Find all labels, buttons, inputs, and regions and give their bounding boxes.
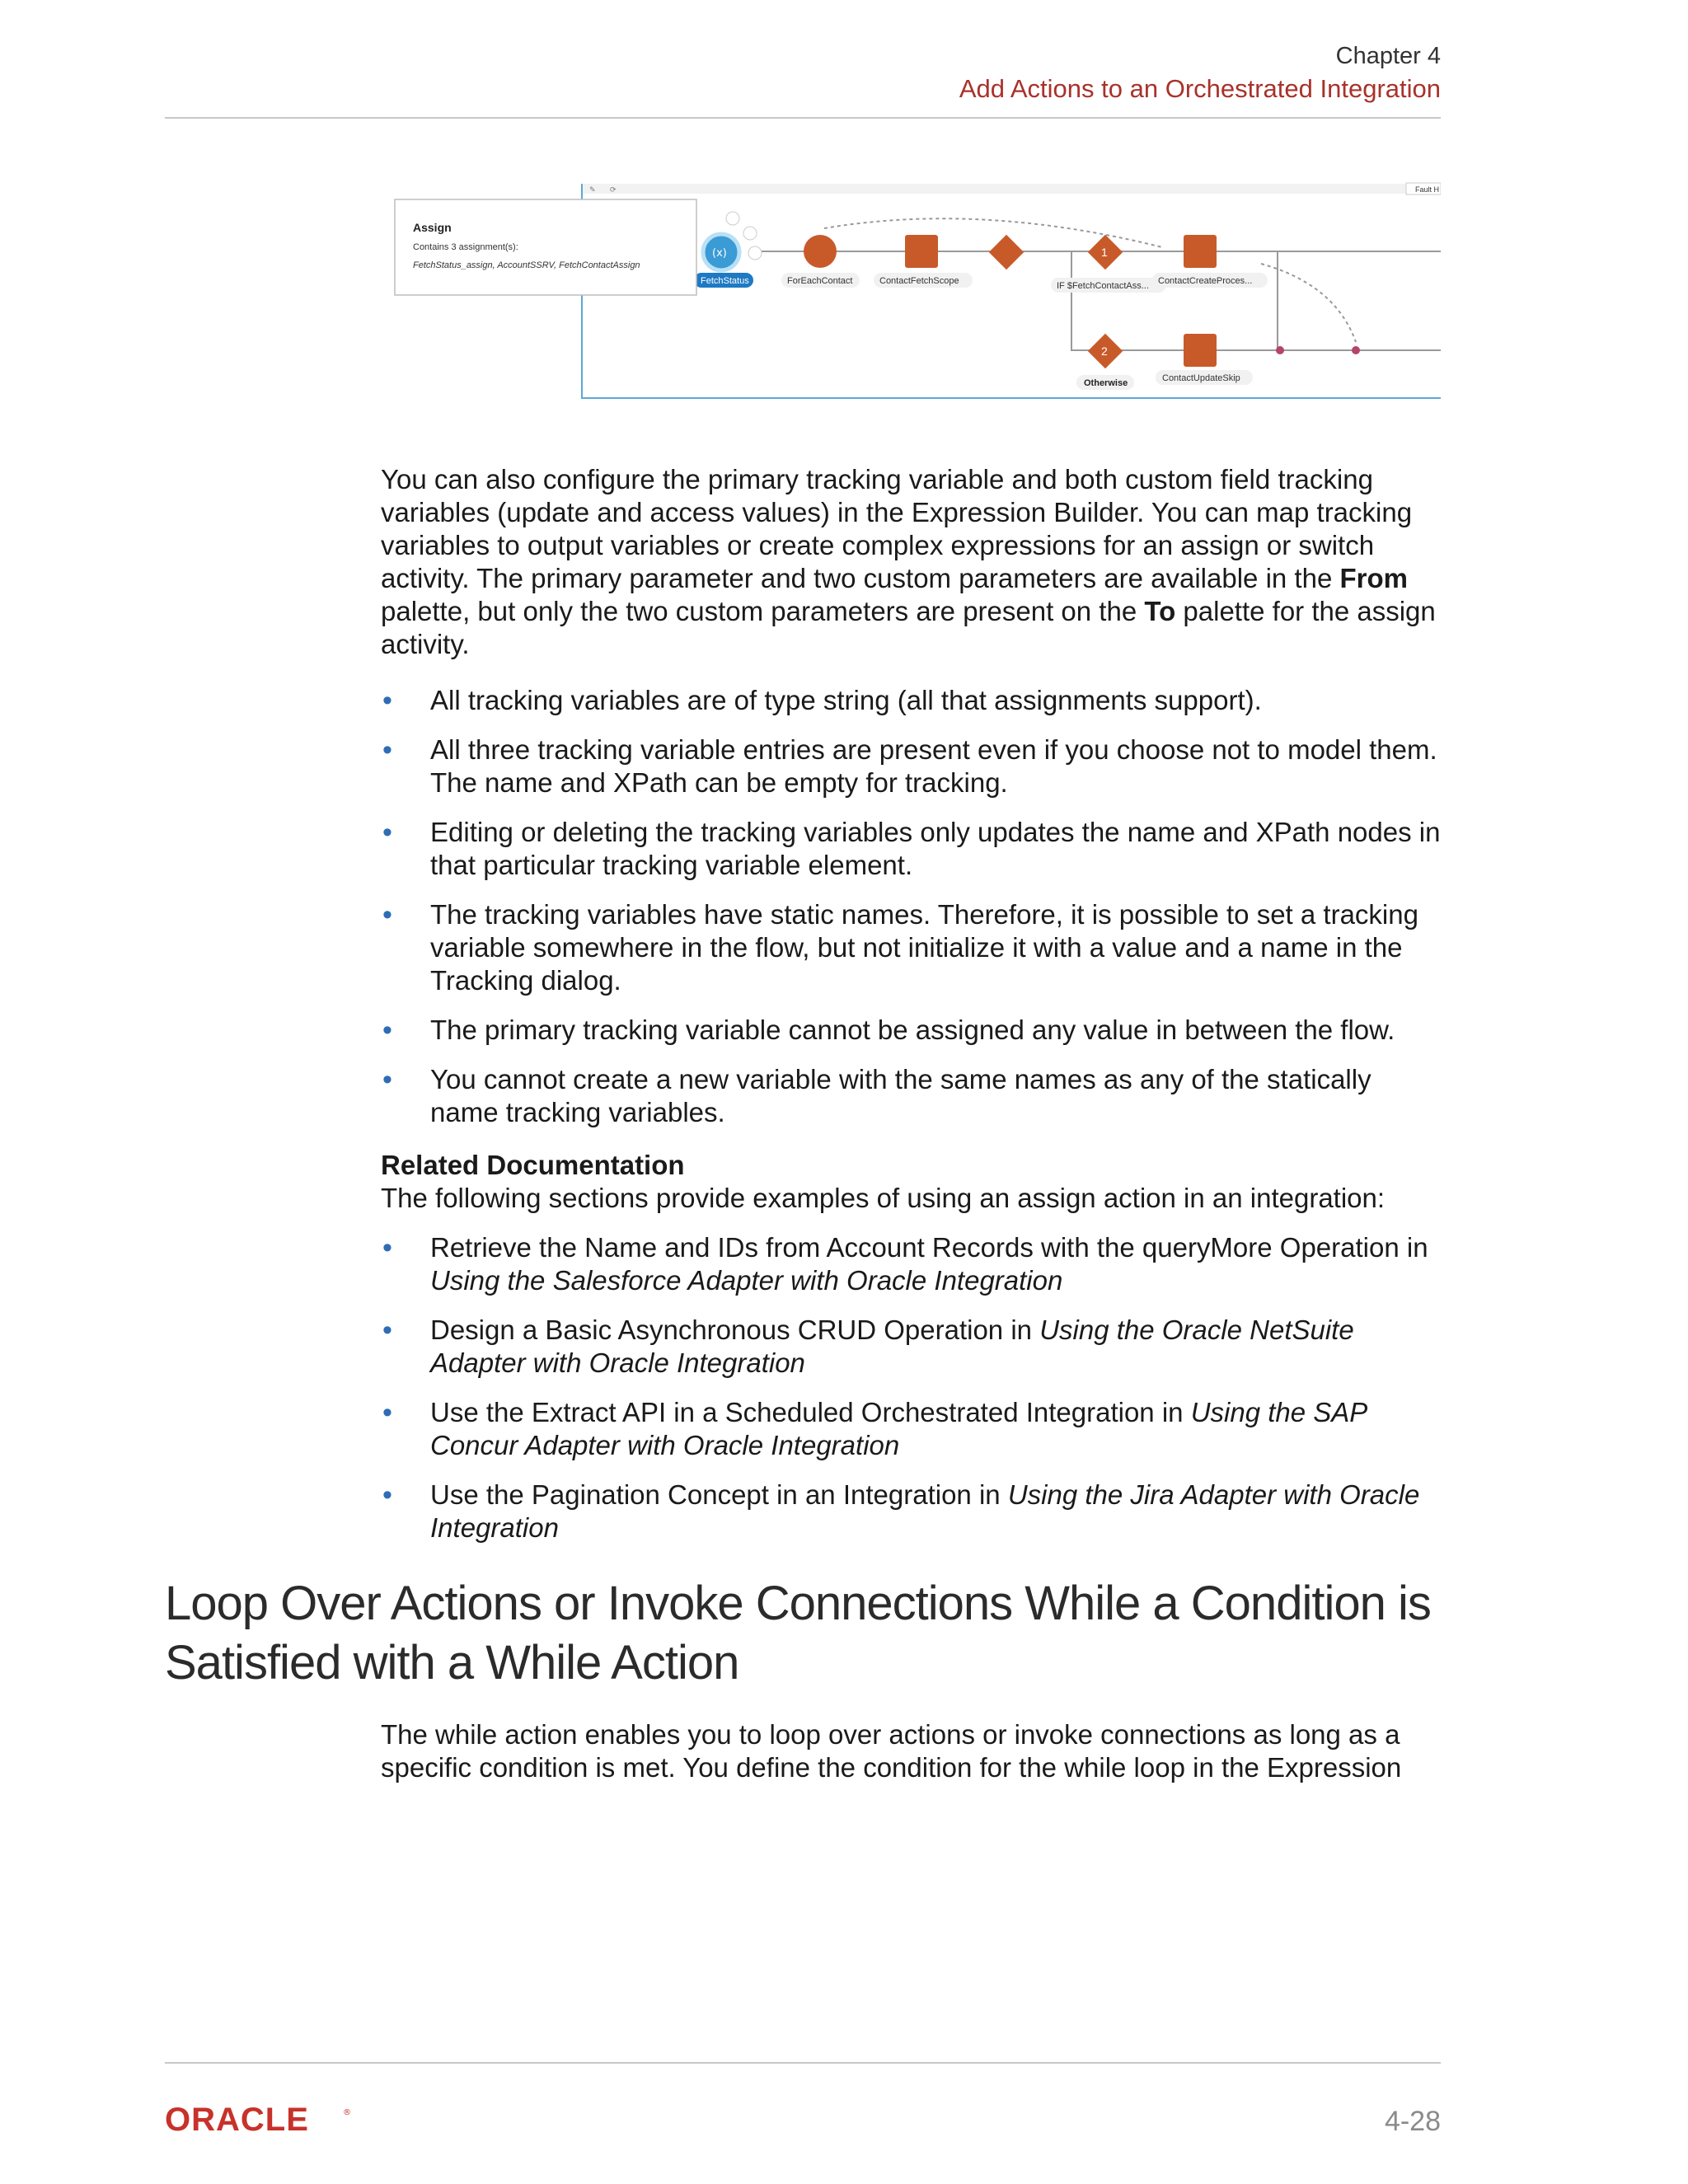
intro-text-2: palette, but only the two custom parameters are present on the: [381, 596, 1145, 626]
tooltip-title: Assign: [413, 221, 452, 234]
to-keyword: To: [1144, 596, 1176, 626]
for-each-node[interactable]: [804, 235, 837, 268]
integration-flow-diagram: [387, 177, 1441, 408]
section-body: [381, 1718, 1444, 1784]
related-documentation: [381, 1149, 1444, 1561]
contact-create-node[interactable]: [1184, 235, 1217, 268]
header-rule: [165, 117, 1441, 119]
list-item[interactable]: [381, 1314, 1444, 1380]
for-each-label: ForEachContact: [787, 276, 853, 286]
list-item[interactable]: [381, 1396, 1444, 1462]
scope-label: ContactFetchScope: [879, 276, 959, 286]
related-item-text: Use the Pagination Concept in an Integration in: [430, 1479, 1008, 1510]
list-item: • The primary tracking variable cannot be assigned any value in between the flow.: [381, 1014, 1444, 1047]
list-item[interactable]: [381, 1231, 1444, 1297]
chapter-title-link[interactable]: Add Actions to an Orchestrated Integration: [959, 74, 1441, 103]
list-item: • You cannot create a new variable with the same names as any of the statically name tracking variables.: [381, 1063, 1444, 1129]
contact-update-skip-node[interactable]: [1184, 334, 1217, 367]
list-item: • The tracking variables have static names. Therefore, it is possible to set a tracking variable somewhere in the flow, but not initialize it with a value and a name in the Tracking dialog.: [381, 898, 1444, 997]
assign-node-glyph: (x): [712, 247, 727, 260]
related-item-ref[interactable]: Using the Jira Adapter with Oracle Integration: [430, 1479, 1420, 1543]
assign-tooltip: [395, 199, 696, 295]
branch-2-number: 2: [1101, 344, 1108, 358]
oracle-logo-text: ORACLE: [165, 2103, 309, 2135]
chapter-label: Chapter 4: [1335, 43, 1441, 69]
list-item[interactable]: [381, 1479, 1444, 1544]
related-item-ref[interactable]: Using the SAP Concur Adapter with Oracle Integration: [430, 1397, 1367, 1460]
contact-create-label: ContactCreateProces...: [1158, 276, 1253, 286]
related-item-text: Design a Basic Asynchronous CRUD Operation in: [430, 1315, 1040, 1345]
related-heading: Related Documentation: [381, 1150, 685, 1180]
list-item: • Editing or deleting the tracking variables only updates the name and XPath nodes in that particular tracking variable element.: [381, 816, 1444, 882]
related-item-ref[interactable]: Using the Salesforce Adapter with Oracle Integration: [430, 1265, 1063, 1296]
view-icon[interactable]: [726, 212, 739, 225]
intro-paragraph: [381, 463, 1444, 661]
list-item: • All three tracking variable entries are present even if you choose not to model them. The name and XPath can be empty for tracking.: [381, 733, 1444, 799]
tooltip-items: FetchStatus_assign, AccountSSRV, FetchContactAssign: [413, 260, 640, 270]
section-heading: Loop Over Actions or Invoke Connections While a Condition is Satisfied with a While Action: [165, 1577, 1431, 1690]
from-keyword: From: [1339, 563, 1408, 593]
delete-icon[interactable]: [748, 246, 762, 260]
edit-icon[interactable]: [743, 227, 757, 240]
branch-1-number: 1: [1101, 246, 1108, 259]
related-item-text: Retrieve the Name and IDs from Account Records with the queryMore Operation in: [430, 1232, 1428, 1263]
svg-text:⟳: ⟳: [610, 186, 617, 194]
section-body-text: The while action enables you to loop over actions or invoke connections as long as a specific condition is met. You define the condition for the while loop in the Expression: [381, 1719, 1402, 1783]
oracle-logo: [165, 2103, 363, 2135]
fetch-status-label: FetchStatus: [701, 276, 749, 286]
svg-text:®: ®: [343, 2108, 351, 2117]
intro-text-3: palette for the assign activity.: [381, 596, 1436, 659]
related-list: [381, 1231, 1444, 1544]
fault-handler-label: Fault H: [1415, 185, 1440, 194]
intro-text-1: You can also configure the primary tracking variable and both custom field tracking variables (update and access values) in the Expression Builder. You can map tracking variables to output variables or create complex expressions for an assign or switch activity. The primary parameter and two custom parameters are available in the: [381, 464, 1413, 593]
svg-text:✎: ✎: [589, 186, 596, 194]
scope-node[interactable]: [905, 235, 938, 268]
tracking-notes: [381, 684, 1444, 1146]
otherwise-label: Otherwise: [1084, 378, 1128, 388]
related-intro: The following sections provide examples of using an assign action in an integration:: [381, 1183, 1386, 1213]
footer-rule: [165, 2062, 1441, 2064]
page-number: 4-28: [1384, 2106, 1441, 2137]
list-item: • All tracking variables are of type string (all that assignments support).: [381, 684, 1444, 717]
tracking-notes-list: [381, 684, 1444, 1129]
contact-update-skip-label: ContactUpdateSkip: [1162, 373, 1240, 383]
if-branch-label: IF $FetchContactAss...: [1057, 281, 1149, 291]
related-item-text: Use the Extract API in a Scheduled Orchestrated Integration in: [430, 1397, 1191, 1427]
tooltip-count: Contains 3 assignment(s):: [413, 242, 518, 252]
related-item-ref[interactable]: Using the Oracle NetSuite Adapter with Oracle Integration: [430, 1315, 1354, 1378]
